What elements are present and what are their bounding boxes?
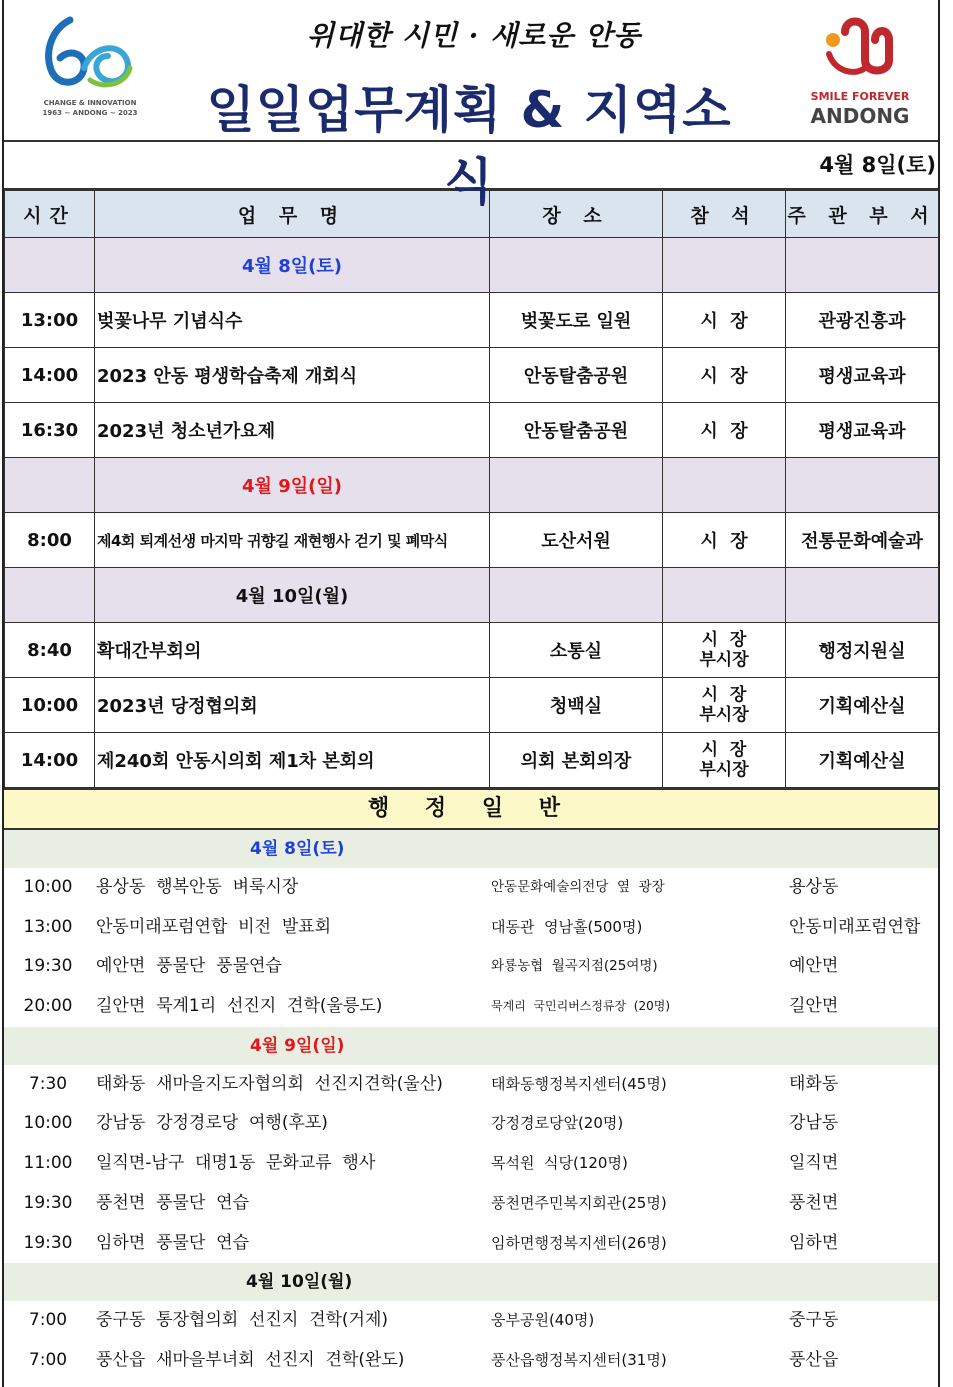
attend-cell: 시 장 — [663, 348, 786, 403]
table-row — [5, 293, 939, 348]
task-cell: 벚꽃나무 기념식수 — [95, 293, 490, 348]
list-item — [4, 1184, 938, 1224]
admin-place: 목석원 식당(120명) — [491, 1154, 628, 1173]
table-row — [5, 678, 939, 733]
admin-event: 태화동 새마을지도자협의회 선진지견학(울산) — [96, 1073, 443, 1094]
list-item — [4, 1065, 938, 1105]
admin-time: 19:30 — [23, 956, 73, 977]
list-item — [4, 1104, 938, 1144]
admin-time: 7:30 — [28, 1073, 68, 1094]
col-header-attend: 참 석 — [663, 191, 786, 238]
admin-time: 19:30 — [23, 1232, 73, 1253]
attend-line-1: 시 장 — [701, 685, 747, 705]
admin-event: 임하면 풍물단 연습 — [96, 1232, 249, 1253]
admin-place: 안동문화예술의전당 옆 광장 — [491, 879, 665, 895]
logo-caption-1: CHANGE & INNOVATION — [43, 99, 137, 107]
admin-dept: 풍천면 — [789, 1192, 839, 1213]
place-cell: 의회 본회의장 — [490, 733, 663, 788]
admin-day-label: 4월 9일(일) — [250, 1035, 345, 1056]
list-item — [4, 1144, 938, 1184]
admin-time: 13:00 — [23, 916, 73, 937]
place-cell: 벚꽃도로 일원 — [490, 293, 663, 348]
admin-day-label: 4월 10일(월) — [246, 1272, 353, 1293]
admin-time: 7:00 — [28, 1310, 68, 1331]
list-item — [4, 1224, 938, 1264]
task-cell: 2023년 당정협의회 — [95, 678, 490, 733]
attend-line-2: 부시장 — [699, 650, 749, 670]
schedule-day-row — [5, 458, 939, 513]
schedule-day-row — [5, 568, 939, 623]
schedule-table — [4, 190, 939, 788]
admin-dept: 일직면 — [789, 1153, 839, 1174]
day-label: 4월 10일(월) — [95, 568, 490, 623]
place-cell: 청백실 — [490, 678, 663, 733]
attend-cell: 시 장 — [663, 403, 786, 458]
slogan: 위대한 시민 · 새로운 안동 — [306, 19, 642, 52]
time-cell: 16:30 — [5, 403, 95, 458]
time-cell: 13:00 — [5, 293, 95, 348]
schedule-day-row — [5, 238, 939, 293]
dept-cell: 기획예산실 — [786, 678, 939, 733]
table-row — [5, 733, 939, 788]
andong-60th-logo — [30, 10, 150, 122]
admin-event: 용상동 행복안동 벼룩시장 — [96, 877, 299, 897]
dept-cell: 기획예산실 — [786, 733, 939, 788]
place-cell: 소통실 — [490, 623, 663, 678]
admin-time: 7:00 — [28, 1349, 68, 1370]
list-item — [4, 868, 938, 908]
admin-time: 10:00 — [23, 877, 73, 897]
admin-day-header — [4, 1263, 938, 1301]
dept-cell: 전통문화예술과 — [786, 513, 939, 568]
col-header-place: 장 소 — [490, 191, 663, 238]
dept-cell: 평생교육과 — [786, 348, 939, 403]
task-cell: 제240회 안동시의회 제1차 본회의 — [95, 733, 490, 788]
admin-place: 태화동행정복지센터(45명) — [491, 1074, 667, 1093]
admin-dept: 길안면 — [789, 996, 839, 1017]
list-item — [4, 1341, 938, 1381]
admin-dept: 태화동 — [789, 1073, 839, 1094]
admin-event: 풍산읍 새마을부녀회 선진지 견학(완도) — [96, 1349, 405, 1370]
list-item — [4, 947, 938, 987]
task-cell: 2023 안동 평생학습축제 개회식 — [95, 348, 490, 403]
admin-day-header — [4, 830, 938, 868]
admin-place: 와룡농협 월곡지점(25여명) — [491, 958, 658, 975]
attend-cell — [663, 678, 786, 733]
admin-dept: 풍산읍 — [789, 1349, 839, 1370]
admin-event: 일직면-남구 대명1동 문화교류 행사 — [96, 1153, 376, 1174]
dept-cell: 행정지원실 — [786, 623, 939, 678]
admin-event: 중구동 통장협의회 선진지 견학(거제) — [96, 1310, 389, 1331]
attend-line-1: 시 장 — [701, 630, 747, 650]
admin-list — [4, 830, 938, 1381]
time-cell: 8:40 — [5, 623, 95, 678]
admin-place: 임하면행정복지센터(26명) — [491, 1233, 667, 1252]
attend-cell — [663, 733, 786, 788]
admin-place: 풍천면주민복지회관(25명) — [491, 1193, 667, 1212]
logo-caption-2: 1963 ~ ANDONG ~ 2023 — [42, 109, 138, 117]
attend-line-1: 시 장 — [701, 740, 747, 760]
attend-cell: 시 장 — [663, 513, 786, 568]
task-cell: 2023년 청소년가요제 — [95, 403, 490, 458]
dept-cell: 관광진흥과 — [786, 293, 939, 348]
col-header-dept: 주 관 부 서 — [786, 191, 939, 238]
admin-event: 강남동 강정경로당 여행(후포) — [96, 1113, 328, 1134]
time-cell: 14:00 — [5, 348, 95, 403]
admin-dept: 임하면 — [789, 1232, 839, 1253]
admin-day-label: 4월 8일(토) — [250, 839, 345, 859]
day-label: 4월 8일(토) — [95, 238, 490, 293]
daily-report-page — [2, 0, 940, 1387]
smile-andong-logo — [799, 10, 921, 128]
admin-dept: 중구동 — [789, 1310, 839, 1331]
dept-cell: 평생교육과 — [786, 403, 939, 458]
admin-place: 웅부공원(40명) — [491, 1311, 595, 1330]
day-label: 4월 9일(일) — [95, 458, 490, 513]
attend-cell: 시 장 — [663, 293, 786, 348]
attend-cell — [663, 623, 786, 678]
smile-andong-emblem-icon — [799, 10, 921, 88]
admin-time: 19:30 — [23, 1192, 73, 1213]
admin-dept: 안동미래포럼연합 — [789, 916, 921, 937]
task-cell: 제4회 퇴계선생 마지막 귀향길 재현행사 걷기 및 폐막식 — [95, 513, 490, 568]
table-row — [5, 513, 939, 568]
admin-time: 20:00 — [23, 996, 73, 1017]
logo-right-caption-1: SMILE FOREVER — [810, 90, 910, 103]
admin-event: 풍천면 풍물단 연습 — [96, 1192, 249, 1213]
admin-place: 풍산읍행정복지센터(31명) — [491, 1350, 667, 1369]
time-cell: 10:00 — [5, 678, 95, 733]
table-row — [5, 348, 939, 403]
admin-section-title: 행 정 일 반 — [4, 788, 938, 830]
time-cell: 14:00 — [5, 733, 95, 788]
admin-event: 예안면 풍물단 풍물연습 — [96, 956, 282, 977]
admin-day-header — [4, 1027, 938, 1065]
sixty-emblem-icon — [30, 10, 150, 100]
admin-place: 묵계리 국민리버스정류장 (20명) — [491, 999, 670, 1014]
report-date: 4월 8일(토) — [4, 142, 938, 190]
time-cell: 8:00 — [5, 513, 95, 568]
admin-place: 대동관 영남홀(500명) — [491, 917, 643, 936]
admin-place: 강정경로당앞(20명) — [491, 1114, 624, 1133]
task-cell: 확대간부회의 — [95, 623, 490, 678]
place-cell: 안동탈춤공원 — [490, 348, 663, 403]
col-header-time: 시간 — [5, 191, 95, 238]
place-cell: 도산서원 — [490, 513, 663, 568]
admin-time: 11:00 — [23, 1153, 73, 1174]
list-item — [4, 987, 938, 1027]
table-row — [5, 403, 939, 458]
admin-dept: 강남동 — [789, 1113, 839, 1134]
logo-right-caption-2: ANDONG — [810, 104, 910, 128]
admin-time: 10:00 — [23, 1113, 73, 1134]
list-item — [4, 1301, 938, 1341]
table-row — [5, 623, 939, 678]
admin-event: 길안면 묵계1리 선진지 견학(울릉도) — [96, 996, 383, 1017]
page-title: 일일업무계획 & 지역소식 — [206, 81, 732, 211]
place-cell: 안동탈춤공원 — [490, 403, 663, 458]
admin-event: 안동미래포럼연합 비전 발표회 — [96, 916, 332, 937]
admin-dept: 예안면 — [789, 956, 839, 977]
admin-dept: 용상동 — [789, 877, 839, 897]
col-header-task: 업 무 명 — [95, 191, 490, 238]
attend-line-2: 부시장 — [699, 705, 749, 725]
list-item — [4, 908, 938, 948]
attend-line-2: 부시장 — [699, 760, 749, 780]
